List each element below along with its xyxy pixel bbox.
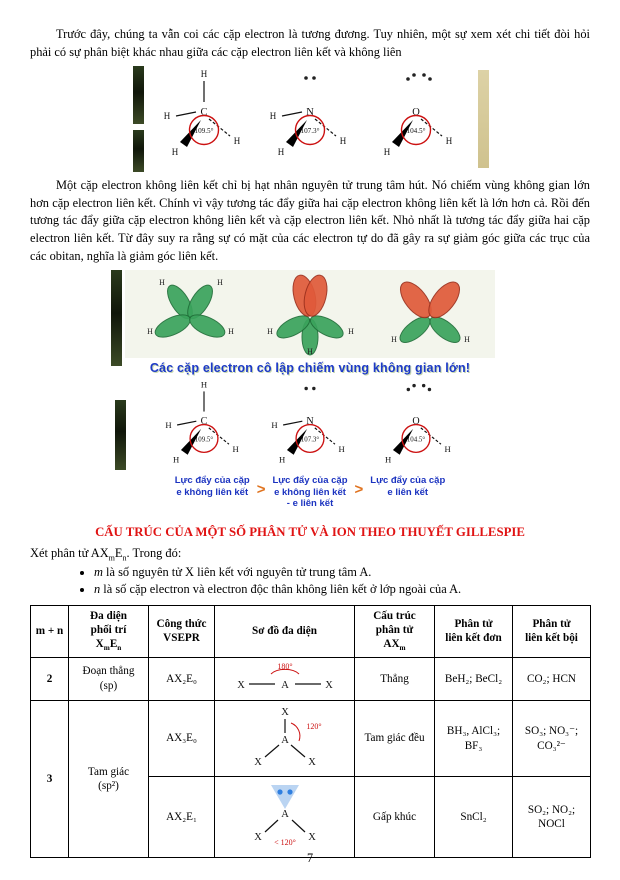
bullet-item-n <box>94 582 590 597</box>
angle-label: < 120° <box>273 837 296 847</box>
angle-label: 109.5° <box>194 127 214 136</box>
atom-label: H <box>232 444 239 455</box>
repulsion-label-2 <box>273 475 348 510</box>
header-line: liên kết bội <box>525 632 578 645</box>
bullet-text: là số cặp electron và electron độc thân không liên kết ở lớp ngoài của A. <box>100 581 462 596</box>
header-vsepr-formula <box>149 605 215 657</box>
header-mn: m + n <box>31 605 69 657</box>
repulsion-label-3 <box>370 475 445 498</box>
atom-label: X <box>253 757 262 769</box>
label-line: Lực đẩy của cặp <box>272 475 348 487</box>
molecule-diagram-water <box>368 66 464 166</box>
cell-mn: 2 <box>31 657 69 701</box>
molecule-diagram-water <box>368 377 464 473</box>
cell-line: (sp²) <box>98 780 119 793</box>
repulsion-label-1 <box>175 475 250 498</box>
angle-arc <box>291 723 300 741</box>
photo-artifact-left-top <box>133 66 144 124</box>
formula-text: AX <box>383 638 400 651</box>
bullet-item-m <box>94 565 590 580</box>
header-line: Cấu trúc <box>373 610 416 623</box>
label-line: Lực đẩy của cặp <box>370 475 446 487</box>
cell-single-bond: BeH₂; BeCl₂ <box>435 657 513 701</box>
linear-diagram <box>219 660 351 694</box>
table-row-trigonal <box>31 701 591 777</box>
lone-pair-lobes <box>395 277 466 323</box>
header-line: Phân tử <box>532 618 571 631</box>
photo-artifact-left-mid <box>115 400 126 470</box>
atom-label: H <box>163 111 171 122</box>
label-line: e không liên kết <box>274 486 346 498</box>
variable-m: m <box>94 564 103 579</box>
atom-label: H <box>348 327 354 337</box>
atom-label: X <box>236 679 245 691</box>
lone-pair-dots <box>304 387 315 390</box>
cell-mn: 3 <box>31 701 69 858</box>
cell-shape <box>69 657 149 701</box>
cell-line: (sp) <box>99 680 118 693</box>
atom-label: X <box>307 831 316 843</box>
cell-single-bond: SnCl₂ <box>435 776 513 858</box>
section-heading: CẤU TRÚC CỦA MỘT SỐ PHÂN TỬ VÀ ION THEO THUYẾT GILLESPIE <box>95 525 525 540</box>
atom-label: H <box>277 147 285 158</box>
atom-label: H <box>383 147 391 158</box>
cell-formula: AX₂E₁ <box>149 776 215 858</box>
greater-than-separator: > <box>354 481 364 499</box>
angle-label: 104.5° <box>406 127 426 136</box>
header-formula <box>72 637 145 653</box>
repulsion-label-row <box>125 475 495 510</box>
angle-label: 120° <box>305 722 322 732</box>
cell-multiple-bond: SO₃; NO₃⁻; CO₃²⁻ <box>513 701 591 777</box>
header-diagram: Sơ đồ đa diện <box>215 605 355 657</box>
molecule-diagram-methane <box>156 66 252 166</box>
lone-pair-fan <box>271 785 299 809</box>
center-atom-label: C <box>200 107 208 119</box>
formula-sub: m <box>103 644 110 653</box>
atom-label: A <box>280 679 289 691</box>
figure-lone-pair-repulsion <box>125 270 495 516</box>
bonding-lobes <box>152 282 228 342</box>
molecule-diagram-ammonia <box>262 377 358 473</box>
atom-label: H <box>271 420 278 431</box>
subscript-n: n <box>122 553 127 563</box>
atom-label: H <box>171 147 179 158</box>
cell-structure: Gấp khúc <box>355 776 435 858</box>
cell-single-bond: BH₃, AlCl₃; BF₃ <box>435 701 513 777</box>
photo-artifact-left-bottom <box>133 130 144 172</box>
cell-multiple-bond: SO₂; NO₂; NOCl <box>513 776 591 858</box>
cell-multiple-bond: CO₂; HCN <box>513 657 591 701</box>
atom-label: H <box>444 444 451 455</box>
intro-text: E <box>114 546 123 561</box>
atom-label: H <box>338 444 345 455</box>
atom-label: H <box>173 454 180 465</box>
cell-structure: Thẳng <box>355 657 435 701</box>
atom-label: H <box>445 136 453 147</box>
atom-label: H <box>233 136 241 147</box>
formula-sub: n <box>117 644 122 653</box>
angle-label: 104.5° <box>406 436 426 444</box>
greater-than-separator: > <box>256 481 266 499</box>
bonding-lobes <box>396 313 464 348</box>
angle-label: 107.3° <box>300 127 320 136</box>
label-line: - e liên kết <box>286 498 334 510</box>
orbital-diagram-two-lone-pairs <box>376 272 484 356</box>
header-line: liên kết đơn <box>445 632 502 645</box>
center-atom-label: C <box>200 416 208 428</box>
figure-bond-angles <box>145 66 475 172</box>
label-line: Lực đẩy của cặp <box>174 475 250 487</box>
label-line: e không liên kết <box>176 486 249 498</box>
header-line: VSEPR <box>163 632 200 645</box>
vsepr-table <box>30 605 591 859</box>
formula-sub: m <box>399 644 406 653</box>
atom-label: X <box>280 707 289 719</box>
lone-pair-dots <box>304 76 316 80</box>
atom-label: H <box>279 454 286 465</box>
atom-label: H <box>200 379 208 390</box>
header-multiple-bond <box>513 605 591 657</box>
formula-text: E <box>109 638 118 651</box>
atom-label: H <box>147 327 153 337</box>
bent-diagram <box>219 779 351 851</box>
header-line: Đa diện <box>90 610 127 623</box>
cell-diagram <box>215 657 355 701</box>
paragraph-repulsion: Một cặp electron không liên kết chỉ bị hạt nhân nguyên tử trung tâm hút. Nó chiếm vùng không gian lớn hơn cặp electron liên kết. Chính vì vậy tương tác đẩy giữa hai cặp electron không liên kết là lớn hơn cả. Rồi đến tương tác đẩy giữa cặp electron không liên kết và cặp electron liên kết. Nhỏ nhất là tương tác đẩy giữa hai cặp electron liên kết. Từ đây suy ra rằng sự có mặt của các electron tự do đã gây ra sự giảm góc giữa các trục của các obitan, nghĩa là giảm góc liên kết. <box>30 178 590 263</box>
atom-label: H <box>391 335 397 345</box>
intro-text: . Trong đó: <box>126 546 182 561</box>
atom-label: H <box>228 327 234 337</box>
center-atom-label: N <box>306 416 314 428</box>
lone-pair-lobe <box>289 273 331 319</box>
bonds <box>265 820 305 832</box>
molecule-diagram-ammonia <box>262 66 358 166</box>
center-atom-label: N <box>306 107 314 119</box>
page-number: 7 <box>306 851 314 865</box>
atom-label: H <box>385 454 392 465</box>
header-formula <box>358 637 431 653</box>
lone-pair-dots <box>406 73 432 81</box>
formula-intro <box>30 546 590 562</box>
center-atom-label: O <box>412 107 420 119</box>
cell-structure: Tam giác đều <box>355 701 435 777</box>
header-line: Phân tử <box>454 618 493 631</box>
molecule-row <box>145 66 475 166</box>
header-structure <box>355 605 435 657</box>
atom-label: H <box>339 136 347 147</box>
atom-label: X <box>324 679 333 691</box>
paragraph-intro: Trước đây, chúng ta vẫn coi các cặp electron là tương đương. Tuy nhiên, một sự xem xét chi tiết đòi hỏi phải có sự phân biệt khác nhau giữa các cặp electron liên kết và không liên <box>30 27 590 59</box>
orbital-diagram-one-lone-pair <box>256 272 364 356</box>
bullet-text: là số nguyên tử X liên kết với nguyên tử trung tâm A. <box>102 564 372 579</box>
orbital-diagram-four-bonding <box>136 272 244 356</box>
header-line: phân tử <box>375 624 414 637</box>
lone-pair-dots <box>407 384 432 391</box>
photo-artifact-left-top <box>111 270 122 366</box>
angle-label: 107.3° <box>300 436 320 444</box>
subscript-m: m <box>108 553 115 563</box>
atom-label: H <box>217 278 223 288</box>
atom-label: H <box>307 347 313 357</box>
header-line: Công thức <box>156 618 207 631</box>
atom-label: A <box>280 808 289 820</box>
definition-list <box>30 565 590 597</box>
cell-line: Đoạn thẳng <box>82 665 135 678</box>
molecule-row-repeat <box>125 377 495 473</box>
atom-label: H <box>267 327 273 337</box>
cell-line: Tam giác <box>87 765 130 778</box>
angle-label: 109.5° <box>194 436 214 444</box>
trigonal-diagram <box>219 703 351 769</box>
atom-label: H <box>269 111 277 122</box>
figure-caption: Các cặp electron cô lập chiếm vùng không gian lớn! <box>149 361 471 376</box>
atom-label: H <box>159 278 165 288</box>
header-polyhedron <box>69 605 149 657</box>
label-line: e liên kết <box>387 486 429 498</box>
formula-text: X <box>95 638 104 651</box>
atom-label: X <box>307 757 316 769</box>
atom-label: H <box>464 335 470 345</box>
cell-diagram <box>215 701 355 777</box>
cell-formula: AX₂E₀ <box>149 657 215 701</box>
angle-label: 180° <box>276 661 293 671</box>
header-line: phối trí <box>90 624 127 637</box>
atom-label: X <box>253 831 262 843</box>
cell-formula: AX₃E₀ <box>149 701 215 777</box>
header-single-bond <box>435 605 513 657</box>
center-atom-label: O <box>412 416 420 428</box>
cell-diagram <box>215 776 355 858</box>
molecule-diagram-methane <box>156 377 252 473</box>
cell-shape <box>69 701 149 858</box>
atom-label: H <box>165 420 172 431</box>
intro-text: Xét phân tử AX <box>30 546 109 561</box>
orbital-row <box>125 270 495 358</box>
table-row-linear <box>31 657 591 701</box>
atom-label: H <box>200 69 208 80</box>
variable-n: n <box>94 581 101 596</box>
photo-artifact-right <box>478 70 489 168</box>
atom-label: A <box>280 735 289 747</box>
table-header-row <box>31 605 591 657</box>
